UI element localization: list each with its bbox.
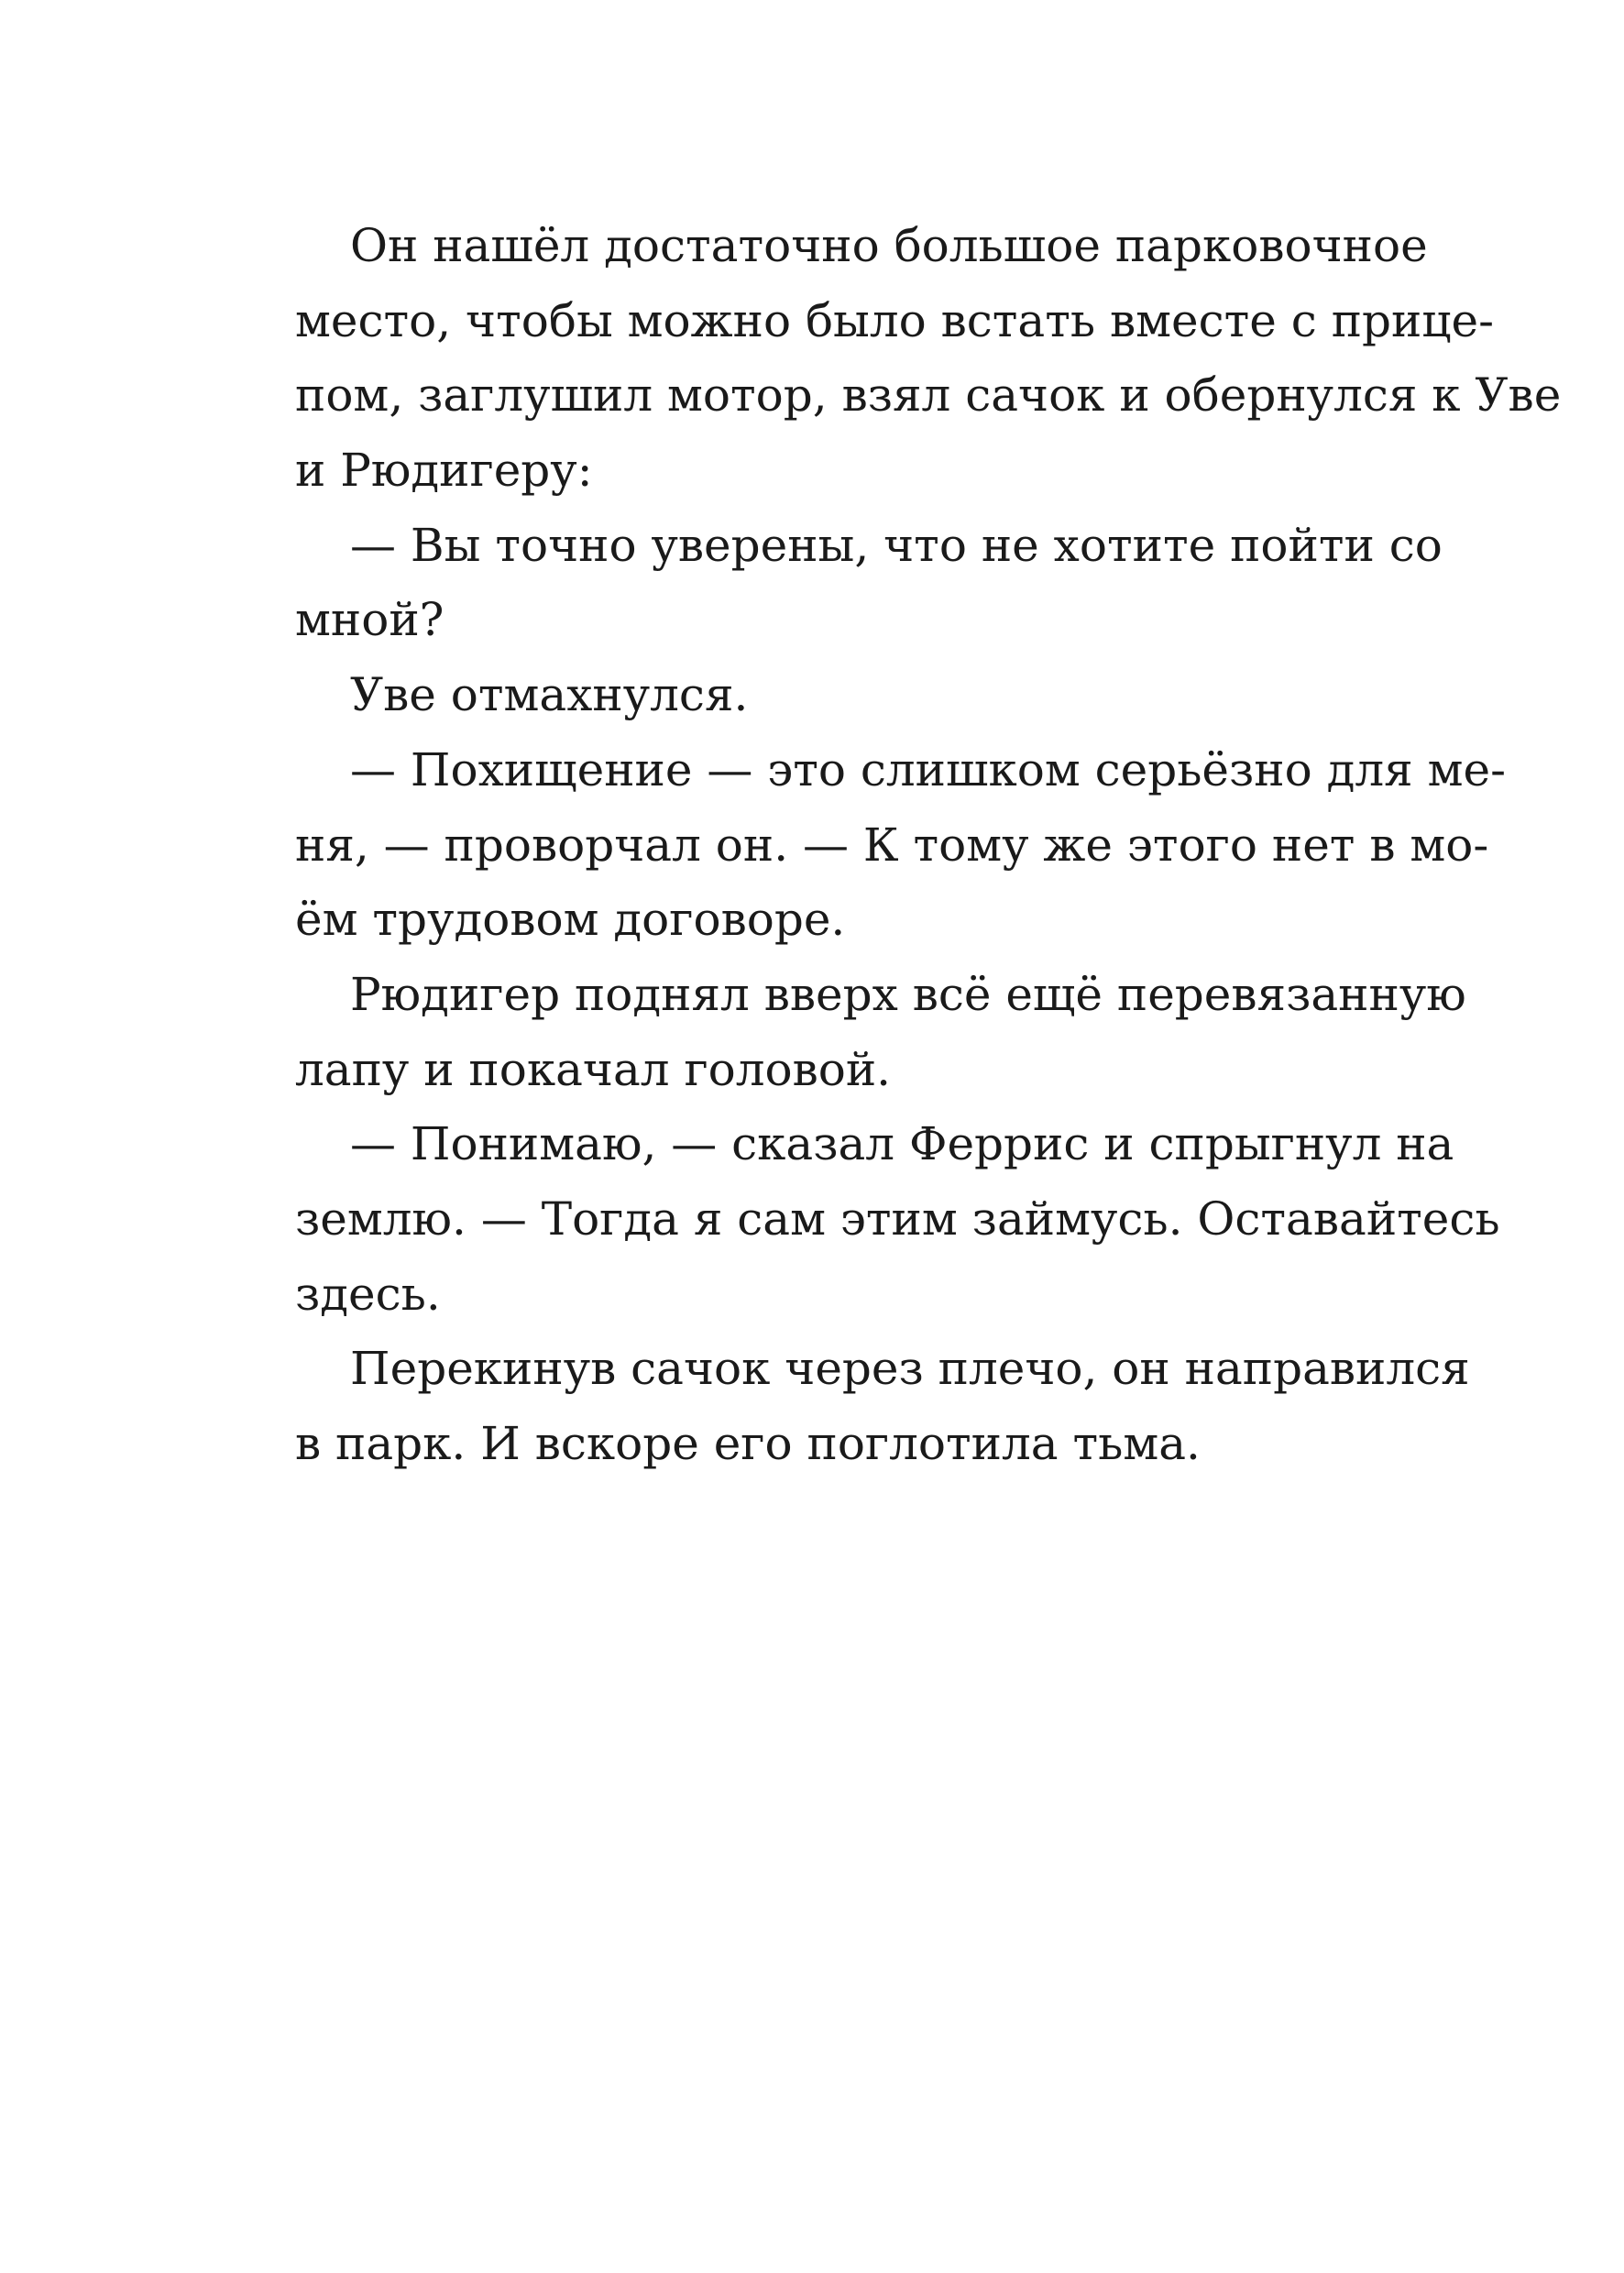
text-line: землю. — Тогда я сам этим займусь. Оставайтесь: [295, 1191, 1500, 1246]
text-line: Рюдигер поднял вверх всё ещё перевязанную: [350, 967, 1466, 1021]
text-line: в парк. И вскоре его поглотила тьма.: [295, 1417, 1201, 1470]
text-line: и Рюдигеру:: [295, 444, 593, 498]
text-line: ня, — проворчал он. — К тому же этого нет в мо-: [295, 818, 1489, 872]
text-line: Перекинув сачок через плечо, он направился: [350, 1342, 1470, 1396]
text-line: Уве отмахнулся.: [350, 668, 749, 722]
text-line: — Похищение — это слишком серьёзно для ме-: [350, 742, 1506, 796]
text-line: Он нашёл достаточно большое парковочное: [350, 219, 1428, 272]
text-line: — Понимаю, — сказал Феррис и спрыгнул на: [350, 1117, 1454, 1171]
text-line: здесь.: [295, 1267, 441, 1321]
body-text: [295, 209, 1562, 1482]
text-line: — Вы точно уверены, что не хотите пойти со: [350, 518, 1443, 572]
text-line: лапу и покачал головой.: [295, 1042, 892, 1096]
text-line: пом, заглушил мотор, взял сачок и обернулся к Уве: [295, 368, 1562, 423]
text-line: мной?: [295, 593, 444, 647]
text-line: ём трудовом договоре.: [295, 893, 846, 947]
text-line: место, чтобы можно было встать вместе с прице-: [295, 293, 1494, 347]
